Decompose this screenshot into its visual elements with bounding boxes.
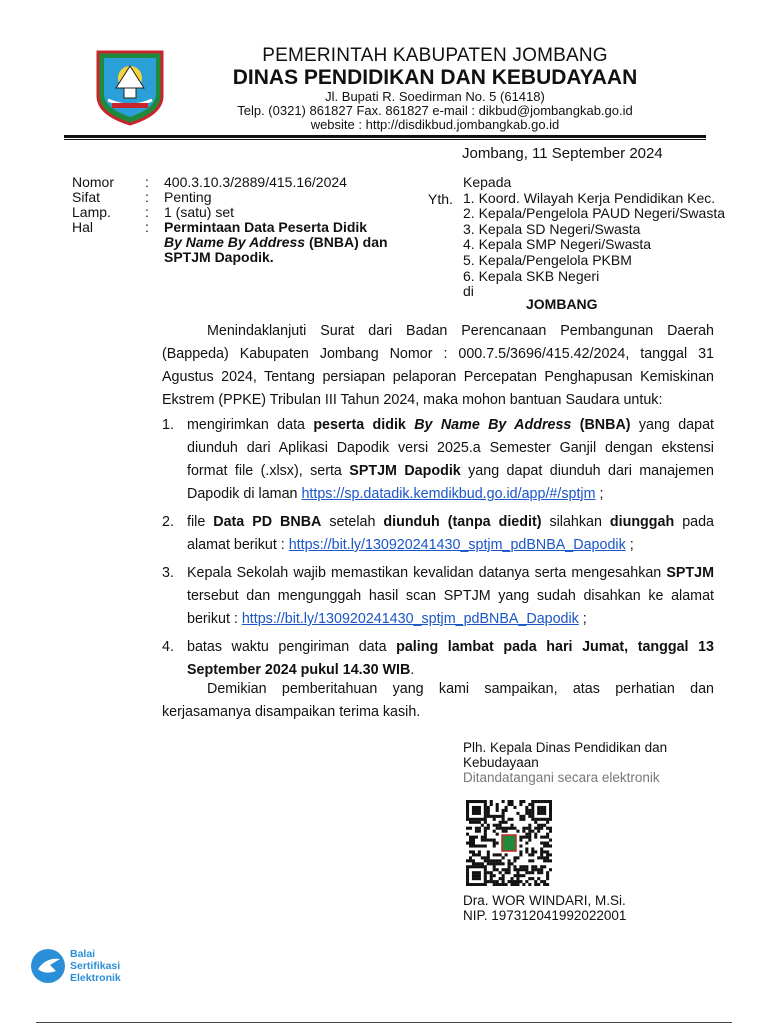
list-text: yang dapat diunduh dari manajemen Dapodik di laman bbox=[187, 463, 714, 502]
list-bold: Data PD BNBA bbox=[213, 514, 322, 530]
list-text: yang dapat diunduh dari Aplikasi Dapodik versi 2025.a Semester Ganjil dengan ekstensi format file (.xlsx), serta bbox=[187, 417, 714, 479]
letter-meta bbox=[72, 175, 414, 265]
meta-label: Hal bbox=[72, 219, 94, 235]
letter-date: Jombang, 11 September 2024 bbox=[462, 145, 663, 162]
list-number: 1. bbox=[162, 417, 174, 433]
recipient-item: 3. Kepala SD Negeri/Swasta bbox=[463, 220, 641, 237]
recipient-city: JOMBANG bbox=[526, 296, 598, 312]
meta-hal-line: (BNBA) dan bbox=[305, 234, 388, 250]
list-item bbox=[162, 562, 714, 631]
list-text: ; bbox=[578, 611, 587, 627]
list-bold: SPTJM Dapodik bbox=[349, 463, 461, 479]
meta-hal-bnba: By Name By Address bbox=[164, 234, 306, 250]
closing-paragraph: Demikian pemberitahuan yang kami sampaikan, atas perhatian dan kerjasamanya disampaikan terima kasih. bbox=[162, 681, 714, 720]
signature-title: Kebudayaan bbox=[463, 754, 539, 770]
list-bold: SPTJM bbox=[666, 565, 714, 581]
list-bold: diunggah bbox=[609, 514, 675, 530]
meta-label: Sifat bbox=[72, 189, 101, 205]
request-list bbox=[162, 414, 714, 687]
bse-logo bbox=[26, 943, 156, 989]
bse-line: Balai bbox=[70, 948, 96, 960]
list-bold-italic: By Name By Address bbox=[414, 417, 572, 433]
list-text: silahkan bbox=[541, 514, 610, 530]
list-text: ; bbox=[625, 537, 634, 553]
list-item bbox=[162, 636, 714, 682]
kepada-label: Kepada bbox=[463, 174, 512, 190]
list-number: 4. bbox=[162, 639, 174, 655]
list-text: . bbox=[410, 662, 415, 678]
list-text: setelah bbox=[321, 514, 384, 530]
signatory-name: Dra. WOR WINDARI, M.Si. bbox=[463, 893, 626, 908]
signature-block bbox=[463, 741, 723, 785]
intro-paragraph bbox=[162, 320, 714, 412]
recipient-item: 6. Kepala SKB Negeri bbox=[463, 267, 600, 284]
header-divider-thin bbox=[64, 139, 706, 140]
header-agency: DINAS PENDIDIKAN DAN KEBUDAYAAN bbox=[232, 66, 638, 89]
recipient-item: 5. Kepala/Pengelola PKBM bbox=[463, 251, 632, 268]
header-government: PEMERINTAH KABUPATEN JOMBANG bbox=[262, 45, 608, 66]
footer-divider bbox=[36, 1022, 732, 1023]
list-bold: paling lambat pada hari Jumat, tanggal 13 September 2024 pukul 14.30 WIB bbox=[187, 639, 714, 678]
list-bold: (BNBA) bbox=[571, 417, 631, 433]
meta-hal-line: SPTJM Dapodik. bbox=[164, 249, 274, 265]
list-text: Kepala Sekolah wajib memastikan kevalidan datanya serta mengesahkan bbox=[187, 565, 667, 581]
signatory bbox=[463, 893, 626, 923]
bse-line: Elektronik bbox=[70, 972, 121, 984]
header-address: Jl. Bupati R. Soedirman No. 5 (61418) bbox=[325, 89, 545, 104]
recipient-item: 4. Kepala SMP Negeri/Swasta bbox=[463, 236, 652, 253]
header-website: website : http://disdikbud.jombangkab.go.id bbox=[310, 117, 560, 132]
meta-hal-line: Permintaan Data Peserta Didik bbox=[164, 219, 368, 235]
list-text: pada alamat berikut : bbox=[187, 514, 714, 553]
recipient-list bbox=[463, 175, 725, 300]
list-item bbox=[162, 511, 714, 557]
list-number: 3. bbox=[162, 565, 174, 581]
sptjm-link[interactable]: https://sp.datadik.kemdikbud.go.id/app/#/sptjm bbox=[301, 486, 596, 502]
meta-label: Lamp. bbox=[72, 204, 111, 220]
meta-sifat: Penting bbox=[164, 189, 212, 205]
meta-label: Nomor bbox=[72, 174, 115, 190]
list-number: 2. bbox=[162, 514, 174, 530]
header-contact: Telp. (0321) 861827 Fax. 861827 e-mail : dikbud@jombangkab.go.id bbox=[237, 103, 633, 118]
signatory-nip: NIP. 197312041992022001 bbox=[463, 908, 627, 923]
scan-upload-link[interactable]: https://bit.ly/130920241430_sptjm_pdBNBA_Dapodik bbox=[241, 611, 579, 627]
yth-label: Yth. bbox=[428, 191, 453, 207]
qr-code-icon bbox=[466, 800, 552, 886]
bse-line: Sertifikasi bbox=[70, 960, 121, 972]
list-text: tersebut dan mengunggah hasil scan SPTJM yang sudah disahkan ke alamat berikut : bbox=[187, 588, 714, 627]
list-bold: diunduh (tanpa diedit) bbox=[383, 514, 542, 530]
meta-hal bbox=[164, 220, 414, 265]
esign-note: Ditandatangani secara elektronik bbox=[463, 769, 660, 785]
meta-colon: : bbox=[145, 174, 149, 190]
upload-link[interactable]: https://bit.ly/130920241430_sptjm_pdBNBA_Dapodik bbox=[288, 537, 626, 553]
recipient-item: 2. Kepala/Pengelola PAUD Negeri/Swasta bbox=[463, 205, 726, 222]
intro-text: Menindaklanjuti Surat dari Badan Perencanaan Pembangunan Daerah (Bappeda) Kabupaten Jombang Nomor : 000.7.5/3696/415.42/2024, tanggal 31 Agustus 2024, Tentang persiapan pelaporan Percepatan Penghapusan Kemiskinan Ekstrem (PPKE) Tribulan III Tahun 2024, maka mohon bantuan Saudara untuk: bbox=[162, 323, 714, 408]
meta-lamp: 1 (satu) set bbox=[164, 204, 235, 220]
meta-nomor: 400.3.10.3/2889/415.16/2024 bbox=[164, 174, 347, 190]
regency-emblem-icon bbox=[94, 48, 166, 126]
list-text: mengirimkan data bbox=[187, 417, 314, 433]
recipient-item: 1. Koord. Wilayah Kerja Pendidikan Kec. bbox=[463, 189, 716, 206]
list-text: file bbox=[187, 514, 214, 530]
list-item bbox=[162, 414, 714, 506]
list-text: batas waktu pengiriman data bbox=[187, 639, 397, 655]
meta-colon: : bbox=[145, 204, 149, 220]
meta-colon: : bbox=[145, 219, 149, 235]
meta-colon: : bbox=[145, 189, 149, 205]
di-label: di bbox=[463, 283, 474, 300]
header-divider bbox=[64, 135, 706, 138]
signature-title: Plh. Kepala Dinas Pendidikan dan bbox=[463, 740, 668, 755]
list-text: ; bbox=[595, 486, 604, 502]
list-bold: peserta didik bbox=[313, 417, 415, 433]
